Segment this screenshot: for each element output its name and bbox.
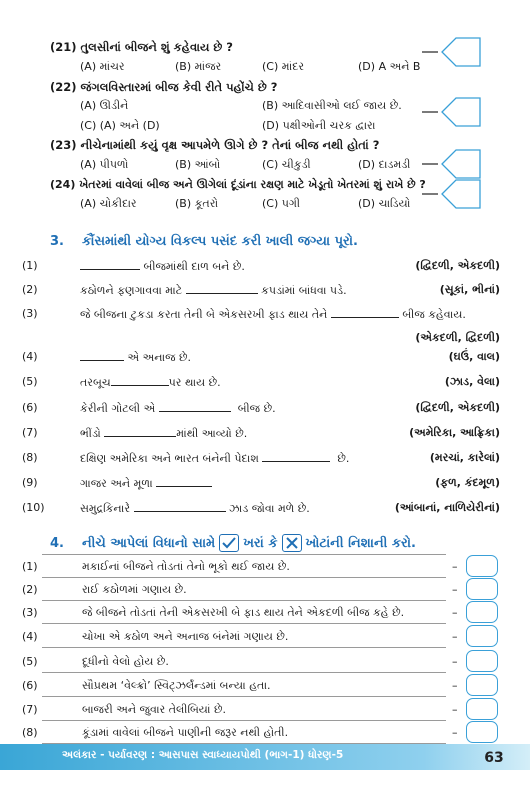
dash: – — [452, 679, 458, 692]
answer-choices: (દ્વિદળી, એકદળી) — [415, 401, 500, 414]
option-c[interactable]: (C) (A) અને (D) — [80, 119, 160, 132]
option-a[interactable]: (A) માંચર — [80, 60, 125, 73]
item-number: (4) — [22, 350, 38, 363]
item-number: (3) — [22, 307, 38, 320]
question-number: (24) — [50, 178, 76, 191]
option-b[interactable]: (B) કૂતરો — [175, 197, 219, 210]
answer-choices: (આંબાનાં, નાળિયેરીનાં) — [394, 501, 500, 514]
question-text: નીચેનામાંથી કયું વૃક્ષ આપમેળે ઊગે છે ? તેનાં બીજ નથી હોતાં ? — [80, 138, 380, 152]
mcq-question — [50, 138, 379, 153]
fill-blank-item: જે બીજના ટુકડા કરતા તેની બે એકસરખી ફાડ થાય તેને બીજ કહેવાય. — [80, 308, 466, 321]
statement-text: મકાઈનાં બીજને તોડતાં તેનો ભૂકો થઈ જાય છે. — [82, 560, 290, 573]
item-number: (7) — [22, 703, 38, 716]
statement-row — [42, 555, 446, 578]
item-number: (4) — [22, 630, 38, 643]
item-number: (7) — [22, 426, 38, 439]
statement-row — [42, 698, 446, 721]
blank-line[interactable] — [80, 259, 140, 270]
item-number: (5) — [22, 655, 38, 668]
answer-box[interactable] — [466, 650, 498, 672]
section-heading: 3. કૌંસમાંથી યોગ્ય વિકલ્પ પસંદ કરી ખાલી જગ્યા પૂરો. — [50, 234, 358, 249]
option-d[interactable]: (D) ચાડિયો — [358, 197, 411, 210]
fill-blank-item: કઠોળને ફણગાવવા માટે કપડાંમાં બાંધવા પડે. — [80, 284, 347, 297]
mcq-question — [50, 178, 426, 192]
item-number: (2) — [22, 583, 38, 596]
option-a[interactable]: (A) ઊડીને — [80, 99, 129, 112]
page-number: 63 — [484, 750, 504, 766]
answer-choices: (અમેરિકા, આફ્રિકા) — [409, 426, 500, 439]
fill-blank-item: ગાજર અને મૂળા — [80, 476, 212, 491]
answer-choices: (સૂકાં, ભીનાં) — [439, 283, 500, 296]
dash: – — [452, 560, 458, 573]
item-number: (3) — [22, 606, 38, 619]
statement-row — [42, 601, 446, 624]
dash: – — [452, 726, 458, 739]
statement-text: સૌપ્રથમ ‘વેલ્ક્રો’ સ્વિટ્ઝર્લૅન્ડમાં બન્યા હતા. — [82, 679, 271, 692]
answer-box[interactable] — [466, 698, 498, 720]
question-number: (21) — [50, 40, 77, 54]
answer-tag-box[interactable] — [420, 92, 482, 132]
answer-box[interactable] — [466, 555, 498, 577]
answer-choices: (ફળ, કંદમૂળ) — [435, 476, 500, 489]
option-a[interactable]: (A) ચોકીદાર — [80, 197, 137, 210]
option-c[interactable]: (C) પગી — [262, 197, 301, 210]
footer-text: અલંકાર - પર્યાવરણ : આસપાસ સ્વાધ્યાયપોથી (ભાગ-1) ધોરણ-5 — [62, 749, 344, 761]
fill-blank-item: બીજમાંથી દાળ બને છે. — [80, 259, 245, 274]
answer-box[interactable] — [466, 674, 498, 696]
answer-tag-box[interactable] — [420, 174, 482, 214]
option-b[interactable]: (B) માંજર — [175, 60, 222, 73]
statement-text: ચોખા એ કઠોળ અને અનાજ બંનેમાં ગણાય છે. — [82, 630, 289, 643]
item-number: (9) — [22, 476, 38, 489]
cross-mark-icon — [282, 534, 302, 552]
answer-choices: (ઘઉં, વાલ) — [448, 350, 500, 363]
answer-choices: (ઝાડ, વેલા) — [444, 375, 500, 388]
answer-box[interactable] — [466, 578, 498, 600]
statement-text: કૂંડામાં વાવેલાં બીજને પાણીની જરૂર નથી હોતી. — [82, 726, 289, 739]
item-number: (2) — [22, 283, 38, 296]
answer-box[interactable] — [466, 625, 498, 647]
statement-text: દૂધીનો વેલો હોય છે. — [82, 655, 169, 668]
option-d[interactable]: (D) દાડમડી — [358, 158, 411, 171]
check-mark-icon — [219, 534, 239, 552]
statement-text: રાઈ કઠોળમાં ગણાય છે. — [82, 583, 187, 596]
option-d[interactable]: (D) A અને B — [358, 60, 421, 73]
item-number: (8) — [22, 726, 38, 739]
dash: – — [452, 655, 458, 668]
blank-line[interactable] — [104, 426, 176, 437]
answer-choices: (મરચાં, કારેલાં) — [429, 451, 500, 464]
answer-choices: (દ્વિદળી, એકદળી) — [415, 259, 500, 272]
dash: – — [452, 606, 458, 619]
dash: – — [452, 630, 458, 643]
item-number: (1) — [22, 560, 38, 573]
option-a[interactable]: (A) પીપળો — [80, 158, 129, 171]
question-number: (22) — [50, 80, 77, 94]
item-number: (6) — [22, 401, 38, 414]
statement-row — [42, 625, 446, 648]
statement-text: જે બીજને તોડતાં તેની એકસરખી બે ફાડ થાય તેને એકદળી બીજ કહે છે. — [82, 606, 405, 619]
blank-line[interactable] — [331, 307, 399, 318]
fill-blank-item: એ અનાજ છે. — [80, 350, 191, 365]
item-number: (6) — [22, 679, 38, 692]
question-number: (23) — [50, 138, 77, 152]
answer-choices: (એકદળી, દ્વિદળી) — [415, 331, 500, 344]
option-b[interactable]: (B) આંબો — [175, 158, 221, 171]
blank-line[interactable] — [134, 501, 226, 512]
question-text: જંગલવિસ્તારમાં બીજ કેવી રીતે પહોંચે છે ? — [80, 80, 278, 94]
statement-row — [42, 721, 446, 744]
blank-line[interactable] — [80, 350, 124, 361]
dash: – — [452, 703, 458, 716]
statement-text: બાજરી અને જુવાર તેલીબિયાં છે. — [82, 703, 226, 716]
statement-row — [42, 650, 446, 673]
answer-box[interactable] — [466, 601, 498, 623]
blank-line[interactable] — [262, 451, 330, 462]
blank-line[interactable] — [111, 375, 169, 386]
blank-line[interactable] — [159, 401, 231, 412]
blank-line[interactable] — [186, 283, 258, 294]
mcq-question — [50, 40, 233, 55]
fill-blank-item: દક્ષિણ અમેરિકા અને ભારત બંનેની પેદાશ છે. — [80, 452, 350, 465]
item-number: (5) — [22, 375, 38, 388]
option-c[interactable]: (C) માંદર — [262, 60, 305, 73]
section-heading: 4. નીચે આપેલાં વિધાનો સામે ખરાં કે ખોટાંની નિશાની કરો. — [50, 535, 416, 551]
item-number: (1) — [22, 259, 38, 272]
fill-blank-item: તરબૂચ પર થાય છે. — [80, 376, 221, 389]
dash: – — [452, 583, 458, 596]
mcq-question — [50, 80, 277, 95]
item-number: (8) — [22, 451, 38, 464]
item-number: (10) — [22, 501, 45, 514]
option-d[interactable]: (D) પક્ષીઓની ચરક દ્વારા — [262, 119, 376, 132]
option-b[interactable]: (B) આદિવાસીઓ લઈ જાય છે. — [262, 99, 402, 112]
option-c[interactable]: (C) ચીકુડી — [262, 158, 311, 171]
question-text: તુલસીનાં બીજને શું કહેવાય છે ? — [80, 40, 233, 54]
statement-row — [42, 578, 446, 601]
fill-blank-item: કેરીની ગોટલી એ બીજ છે. — [80, 402, 276, 415]
fill-blank-item: ભીંડો માંથી આવ્યો છે. — [80, 427, 248, 440]
answer-tag-box[interactable] — [420, 32, 482, 72]
statement-row — [42, 674, 446, 697]
fill-blank-item: સમુદ્રકિનારે ઝાડ જોવા મળે છે. — [80, 502, 310, 515]
question-text: ખેતરમાં વાવેલાં બીજ અને ઊગેલાં દૂંડાંના રક્ષણ માટે ખેડૂતો ખેતરમાં શું રાખે છે ? — [79, 178, 426, 191]
answer-box[interactable] — [466, 721, 498, 743]
blank-line[interactable] — [156, 476, 212, 487]
